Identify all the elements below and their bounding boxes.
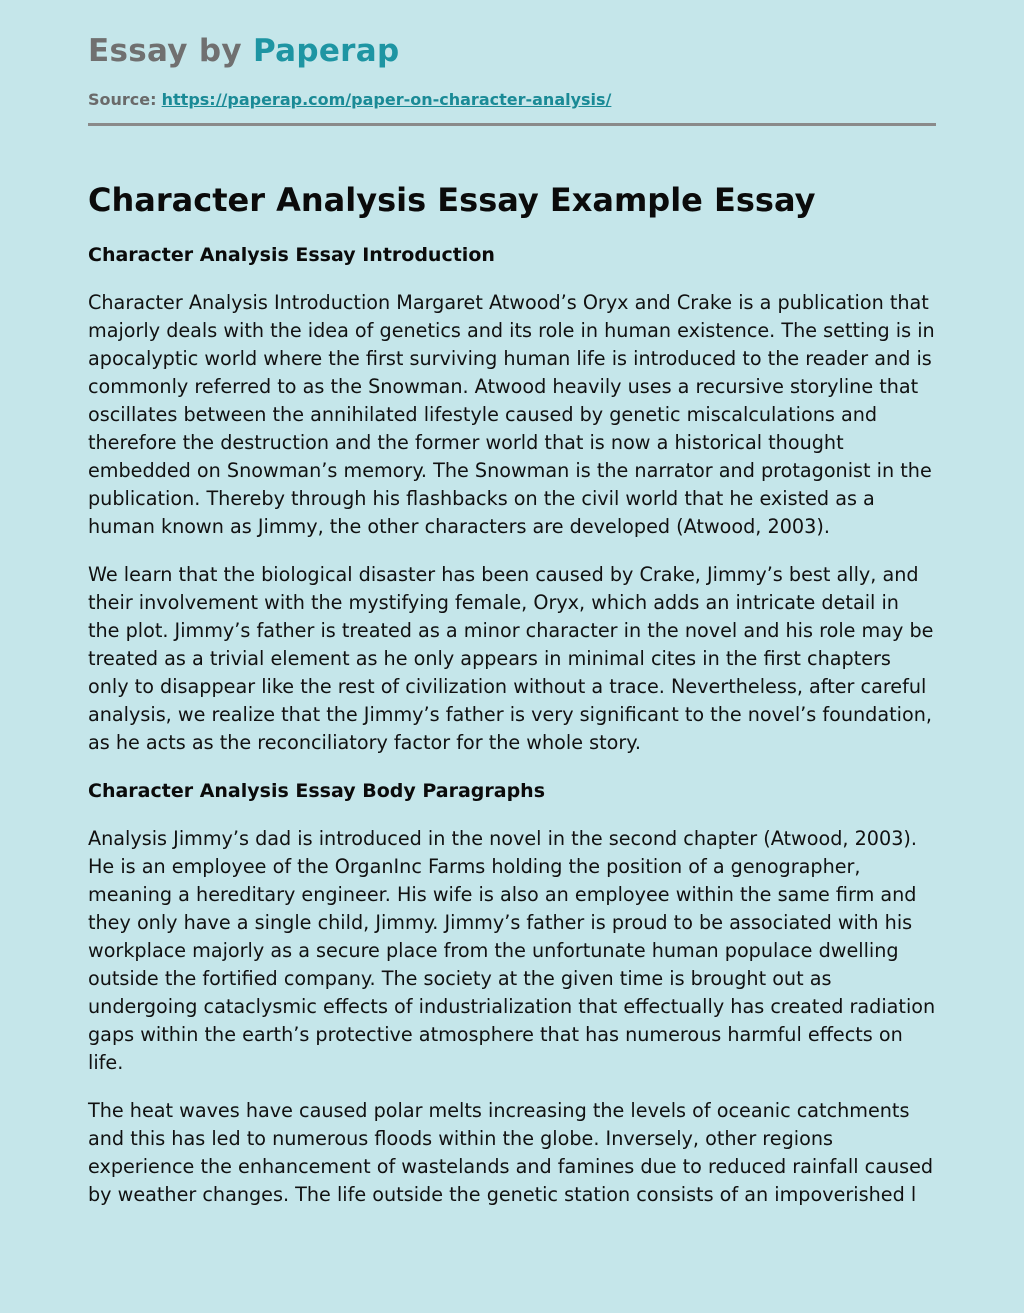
paragraph: Character Analysis Introduction Margaret Atwood’s Oryx and Crake is a publication that majorly deals with the idea of genetics and its role in human existence. The setting is in apocalyptic world where the first surviving human life is introduced to the reader and is commonly referred to as the Snowman. Atwood heavily uses a recursive storyline that oscillates between the annihilated lifestyle caused by genetic miscalculations and therefore the destruction and the former world that is now a historical thought embedded on Snowman’s memory. The Snowman is the narrator and protagonist in the publication. Thereby through his flashbacks on the civil world that he existed as a human known as Jimmy, the other characters are developed (Atwood, 2003). bbox=[88, 291, 935, 538]
source-link[interactable]: https://paperap.com/paper-on-character-analysis/ bbox=[161, 90, 612, 109]
source-label: Source: bbox=[88, 90, 157, 109]
paragraph: Analysis Jimmy’s dad is introduced in the novel in the second chapter (Atwood, 2003). He is an employee of the OrganInc Farms holding the position of a genographer, meaning a hereditary engineer. His wife is also an employee within the same firm and they only have a single child, Jimmy. Jimmy’s father is proud to be associated with his workplace majorly as a secure place from the unfortunate human populace dwelling outside the fortified company. The society at the given time is brought out as undergoing cataclysmic effects of industrialization that effectually has created radiation gaps within the earth’s protective atmosphere that has numerous harmful effects on life. bbox=[88, 827, 936, 1074]
brand-prefix: Essay by bbox=[88, 33, 253, 69]
page-title: Character Analysis Essay Example Essay bbox=[88, 181, 816, 219]
paragraph: The heat waves have caused polar melts increasing the levels of oceanic catchments and this has led to numerous floods within the globe. Inversely, other regions experience the enhancement of wastelands and famines due to reduced rainfall caused by weather changes. The life outside the genetic station consists of an impoverished l bbox=[88, 1099, 934, 1206]
header-divider bbox=[88, 123, 936, 126]
section-heading-introduction: Character Analysis Essay Introduction bbox=[88, 244, 495, 266]
brand-name: Paperap bbox=[252, 33, 400, 69]
site-brand bbox=[88, 0, 936, 71]
paragraph: We learn that the biological disaster has been caused by Crake, Jimmy’s best ally, and their involvement with the mystifying female, Oryx, which adds an intricate detail in the plot. Jimmy’s father is treated as a minor character in the novel and his role may be treated as a trivial element as he only appears in minimal cites in the first chapters only to disappear like the rest of civilization without a trace. Nevertheless, after careful analysis, we realize that the Jimmy’s father is very significant to the novel’s foundation, as he acts as the reconciliatory factor for the whole story. bbox=[88, 563, 934, 754]
section-heading-body-paragraphs: Character Analysis Essay Body Paragraphs bbox=[88, 780, 546, 802]
source-line bbox=[88, 90, 936, 110]
